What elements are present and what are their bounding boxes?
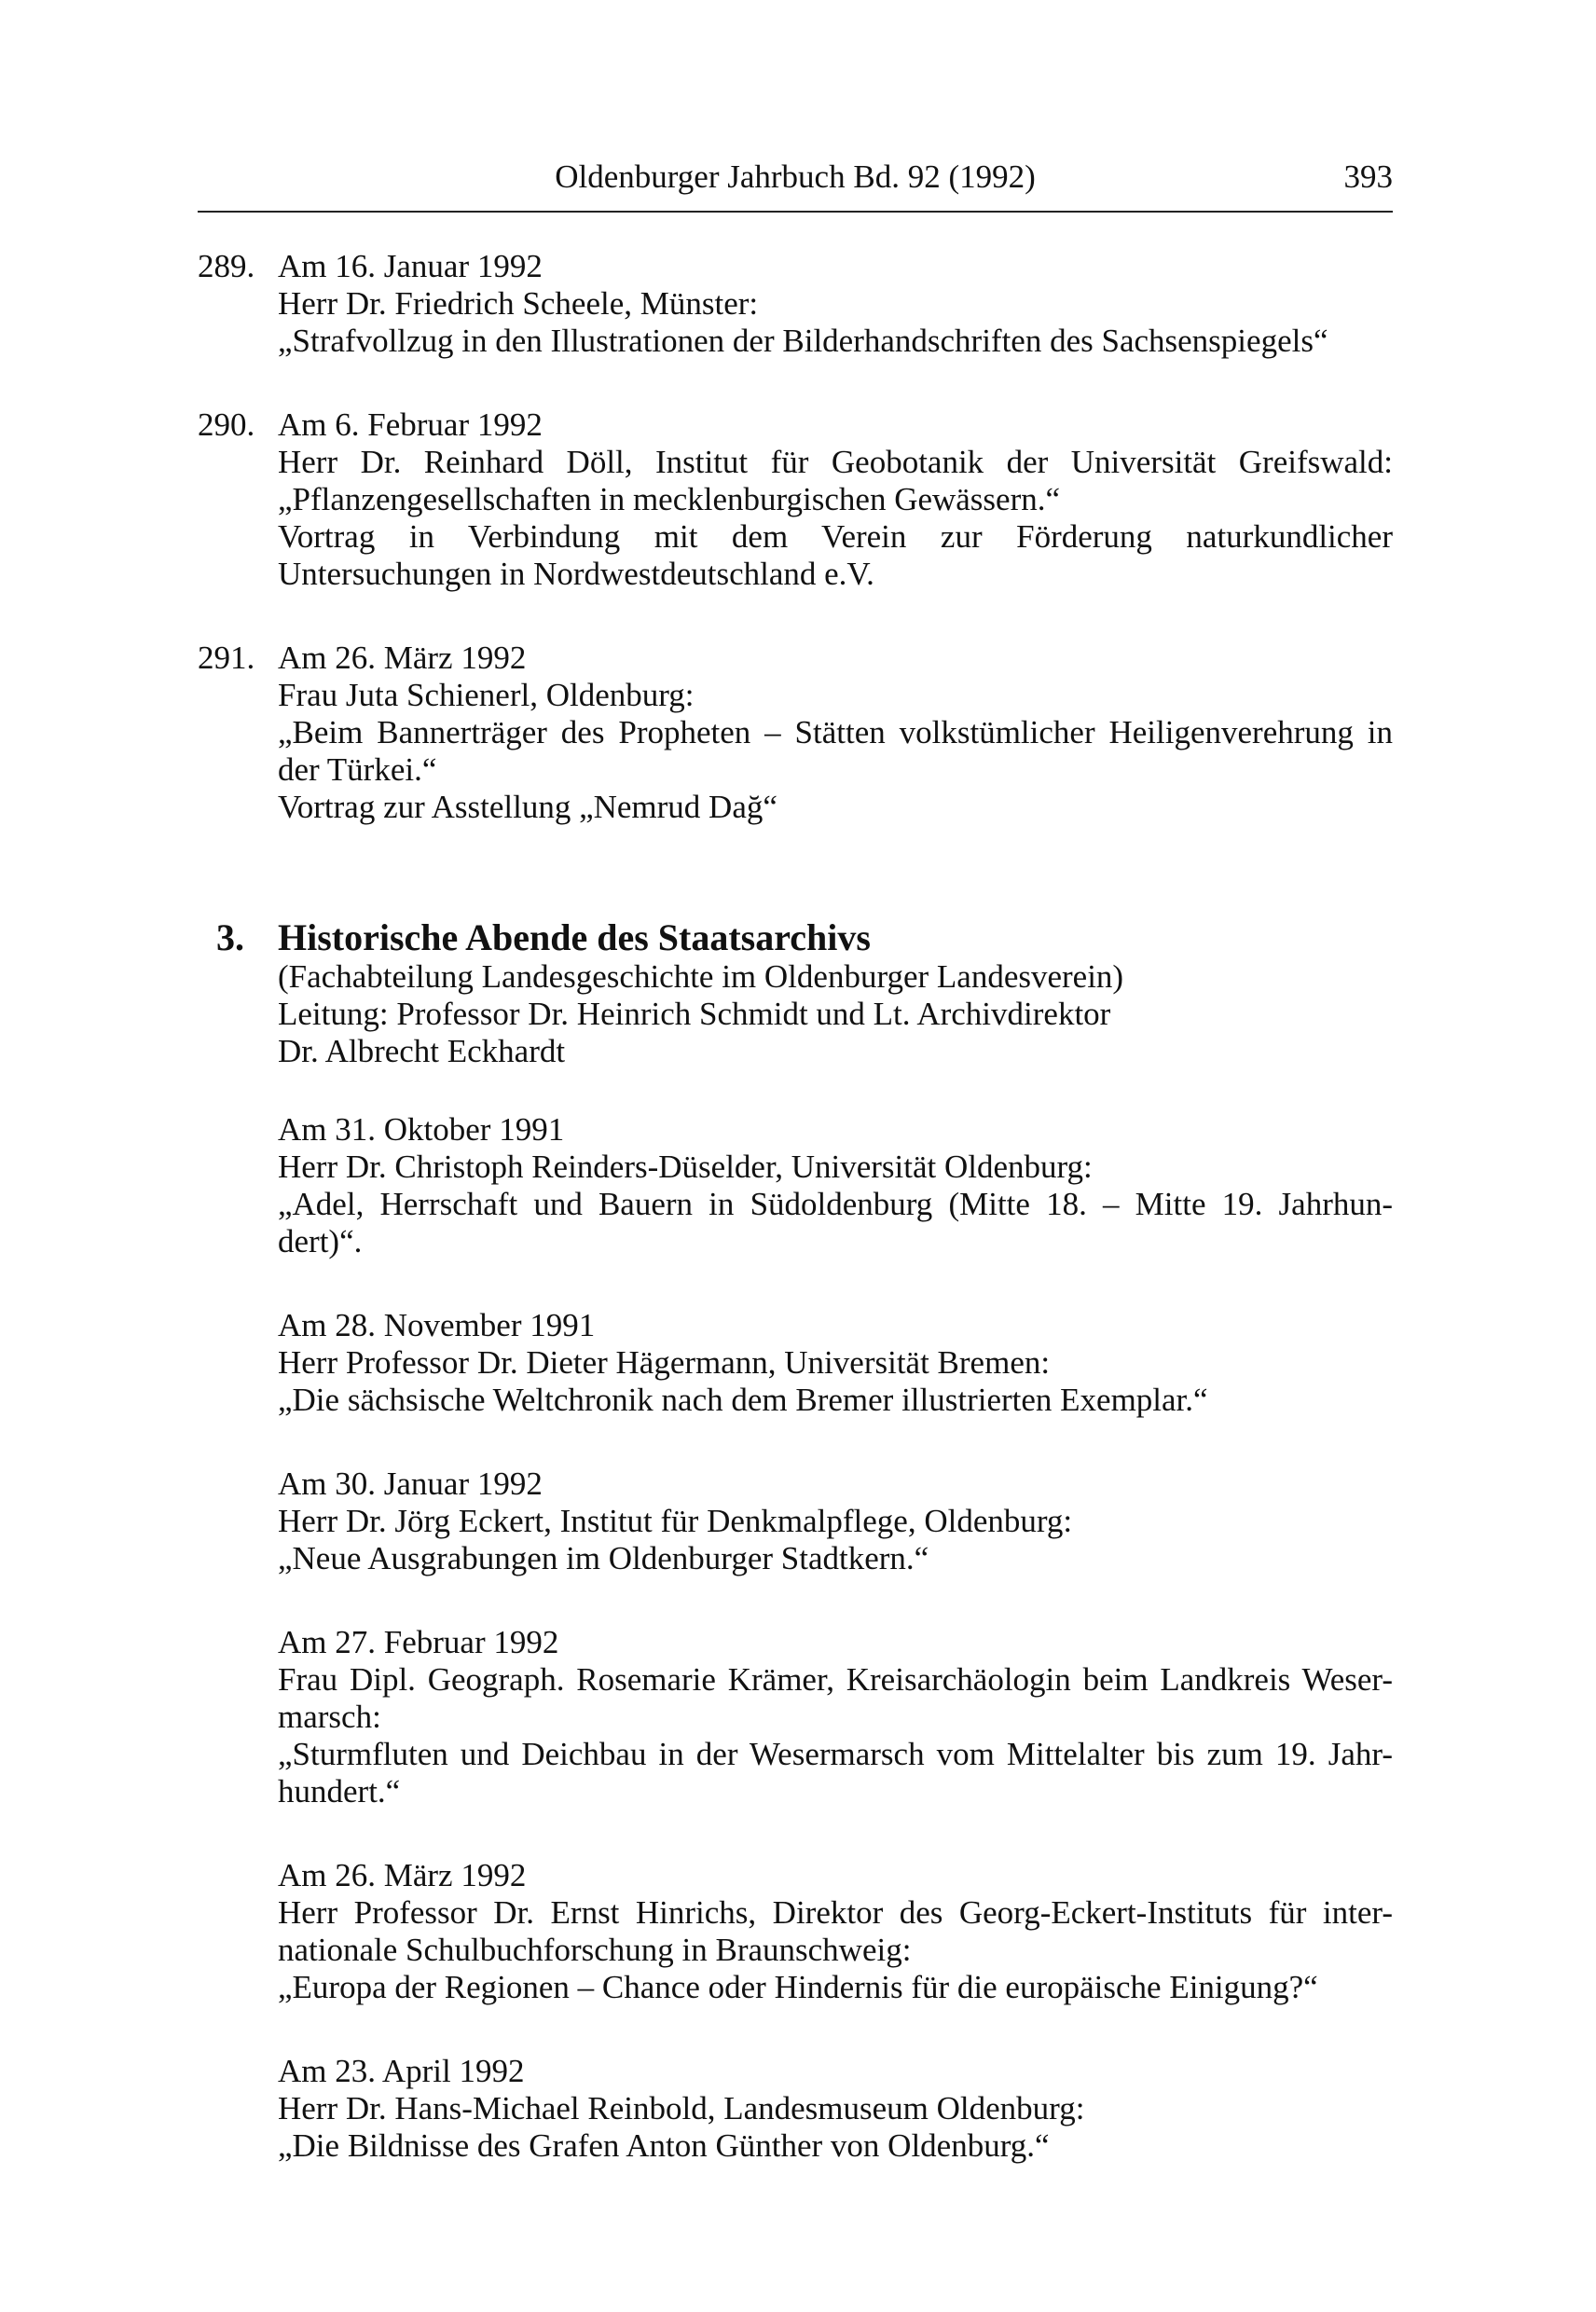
entry-number: 289.: [198, 248, 255, 284]
entry-289: [198, 248, 1393, 360]
entry-title: „Beim Bannerträger des Propheten – Stätten volkstümlicher Heiligenverehrung in: [278, 714, 1393, 750]
lecture-item: [198, 2053, 1393, 2165]
lecture-title: dert)“.: [278, 1223, 363, 1259]
section-number: 3.: [216, 916, 244, 958]
lecture-date: Am 26. März 1992: [278, 1857, 527, 1893]
lecture-item: [198, 1857, 1393, 2006]
entry-title: „Pflanzengesellschaften in mecklenburgischen Gewässern.“: [278, 481, 1061, 517]
entry-title: der Türkei.“: [278, 751, 437, 788]
lecture-title: „Die Bildnisse des Grafen Anton Günther von Oldenburg.“: [278, 2127, 1050, 2164]
lecture-title: „Europa der Regionen – Chance oder Hindernis für die europäische Einigung?“: [278, 1969, 1318, 2005]
lecture-item: [198, 1111, 1393, 1260]
lecture-speaker: Herr Dr. Jörg Eckert, Institut für Denkmalpflege, Oldenburg:: [278, 1503, 1073, 1539]
page-number: 393: [1343, 158, 1393, 195]
lecture-speaker: Herr Dr. Christoph Reinders-Düselder, Universität Oldenburg:: [278, 1149, 1093, 1185]
entry-note: Untersuchungen in Nordwestdeutschland e.V.: [278, 556, 874, 592]
entry-speaker: Herr Dr. Reinhard Döll, Institut für Geobotanik der Universität Greifswald:: [278, 444, 1393, 480]
lecture-speaker: Herr Professor Dr. Ernst Hinrichs, Direktor des Georg-Eckert-Instituts für inter-: [278, 1894, 1393, 1931]
section-title: Historische Abende des Staatsarchivs: [278, 916, 871, 958]
entry-speaker: Frau Juta Schienerl, Oldenburg:: [278, 677, 695, 713]
lecture-title: „Adel, Herrschaft und Bauern in Südoldenburg (Mitte 18. – Mitte 19. Jahrhun-: [278, 1186, 1393, 1222]
entry-number: 290.: [198, 406, 255, 443]
lecture-speaker: Herr Dr. Hans-Michael Reinbold, Landesmuseum Oldenburg:: [278, 2090, 1085, 2126]
entry-number: 291.: [198, 640, 255, 676]
lecture-date: Am 27. Februar 1992: [278, 1624, 559, 1660]
entry-note: Vortrag zur Asstellung „Nemrud Dağ“: [278, 789, 777, 825]
lecture-item: [198, 1307, 1393, 1419]
lecture-date: Am 30. Januar 1992: [278, 1466, 543, 1502]
entry-date: Am 16. Januar 1992: [278, 248, 543, 284]
entry-speaker: Herr Dr. Friedrich Scheele, Münster:: [278, 285, 759, 322]
lecture-title: hundert.“: [278, 1773, 401, 1810]
section-leadership: Dr. Albrecht Eckhardt: [278, 1033, 566, 1069]
lecture-speaker: Herr Professor Dr. Dieter Hägermann, Universität Bremen:: [278, 1344, 1051, 1381]
lecture-date: Am 28. November 1991: [278, 1307, 596, 1343]
entry-date: Am 26. März 1992: [278, 640, 527, 676]
entry-title: „Strafvollzug in den Illustrationen der Bilderhandschriften des Sachsenspiegels“: [278, 323, 1328, 359]
entry-290: [198, 406, 1393, 593]
journal-title: Oldenburger Jahrbuch Bd. 92 (1992): [555, 158, 1036, 195]
entry-291: [198, 640, 1393, 826]
lecture-date: Am 31. Oktober 1991: [278, 1111, 565, 1148]
lecture-date: Am 23. April 1992: [278, 2053, 525, 2089]
lecture-title: „Neue Ausgrabungen im Oldenburger Stadtkern.“: [278, 1540, 929, 1576]
lecture-item: [198, 1466, 1393, 1577]
lecture-title: „Die sächsische Weltchronik nach dem Bremer illustrierten Exemplar.“: [278, 1382, 1208, 1418]
entry-date: Am 6. Februar 1992: [278, 406, 543, 443]
entry-note: Vortrag in Verbindung mit dem Verein zur Förderung naturkundlicher: [278, 518, 1393, 555]
lecture-item: [198, 1624, 1393, 1810]
section-leadership: Leitung: Professor Dr. Heinrich Schmidt und Lt. Archivdirektor: [278, 996, 1111, 1032]
lecture-title: „Sturmfluten und Deichbau in der Wesermarsch vom Mittelalter bis zum 19. Jahr-: [278, 1736, 1393, 1772]
lecture-speaker: marsch:: [278, 1699, 381, 1735]
section-historische-abende: [198, 917, 1393, 1070]
page-body: [198, 248, 1393, 2211]
section-subtitle: (Fachabteilung Landesgeschichte im Oldenburger Landesverein): [278, 958, 1124, 995]
lecture-speaker: Frau Dipl. Geograph. Rosemarie Krämer, Kreisarchäologin beim Landkreis Weser-: [278, 1661, 1393, 1698]
running-header: [198, 157, 1393, 213]
lecture-speaker: nationale Schulbuchforschung in Braunschweig:: [278, 1932, 912, 1968]
